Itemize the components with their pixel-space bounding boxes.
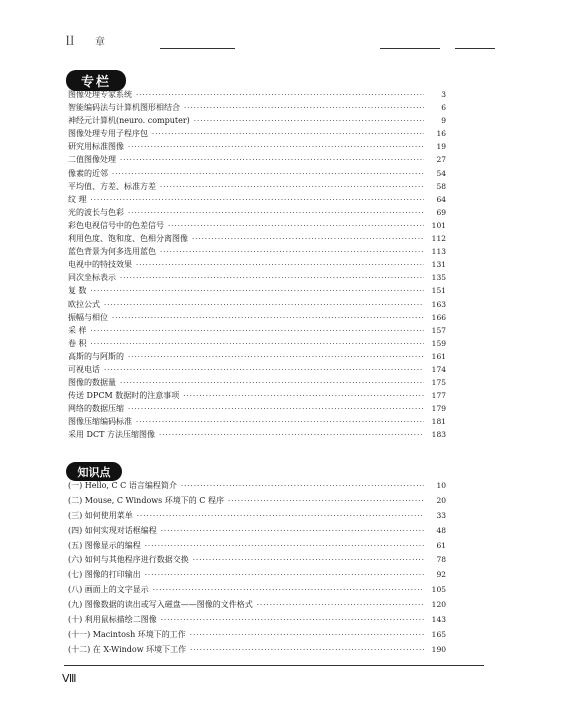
toc-entry-page: 19 — [436, 142, 446, 152]
toc-entry-title: 二值图像处理 — [68, 155, 116, 165]
toc-entry-title: 网络的数据压缩 — [68, 404, 124, 414]
toc-entry-page: 183 — [431, 430, 446, 440]
toc-dot-leader — [152, 128, 424, 140]
toc-entry-title: 传送 DPCM 数据时的注意事项 — [68, 391, 180, 401]
toc-dot-leader — [120, 272, 424, 284]
header-mark: ∐ — [66, 35, 74, 46]
toc-dot-leader — [181, 479, 424, 494]
toc-entry-title: (六) 如何与其他程序进行数据交换 — [68, 555, 189, 565]
toc-knowledge-list — [68, 479, 446, 658]
toc-entry[interactable] — [68, 494, 446, 509]
toc-dot-leader — [160, 181, 424, 193]
toc-entry-page: 105 — [431, 585, 446, 595]
toc-entry-page: 135 — [431, 273, 446, 283]
toc-entry[interactable] — [68, 298, 446, 311]
toc-entry-title: 同次坐标表示 — [68, 273, 116, 283]
toc-entry-page: 3 — [441, 90, 446, 99]
toc-entry-page: 20 — [436, 495, 446, 505]
toc-entry[interactable] — [68, 219, 446, 232]
toc-entry-title: 纹 理 — [68, 194, 87, 204]
toc-entry[interactable] — [68, 428, 446, 441]
toc-specials-list — [68, 88, 446, 442]
toc-entry-page: 61 — [436, 540, 446, 550]
toc-dot-leader — [161, 613, 424, 628]
page-number: Ⅷ — [62, 672, 77, 685]
toc-entry-title: 平均值、方差、标准方差 — [68, 181, 156, 191]
toc-dot-leader — [120, 377, 424, 389]
toc-entry-page: 120 — [431, 600, 446, 610]
toc-entry-page: 6 — [441, 103, 446, 113]
toc-dot-leader — [194, 115, 424, 127]
toc-entry-page: 179 — [431, 404, 446, 414]
toc-entry-title: (八) 画面上的文字显示 — [68, 585, 149, 595]
toc-entry-page: 157 — [431, 325, 446, 335]
toc-dot-leader — [145, 539, 424, 554]
toc-entry-title: (五) 图像显示的编程 — [68, 540, 141, 550]
toc-dot-leader — [190, 643, 424, 658]
toc-dot-leader — [190, 628, 424, 643]
toc-entry[interactable] — [68, 598, 446, 613]
toc-dot-leader — [161, 524, 424, 539]
toc-entry-title: (七) 图像的打印输出 — [68, 570, 141, 580]
toc-entry[interactable] — [68, 479, 446, 494]
toc-dot-leader — [91, 285, 424, 297]
toc-entry[interactable] — [68, 311, 446, 324]
toc-dot-leader — [145, 568, 424, 583]
toc-entry-title: 采用 DCT 方法压缩图像 — [68, 430, 155, 440]
toc-dot-leader — [183, 390, 424, 402]
toc-entry[interactable] — [68, 101, 446, 114]
toc-entry-title: (十) 利用鼠标描绘二图像 — [68, 615, 157, 625]
toc-entry[interactable] — [68, 284, 446, 297]
toc-entry-page: 48 — [436, 525, 446, 535]
toc-entry-page: 10 — [436, 481, 446, 490]
toc-entry[interactable] — [68, 206, 446, 219]
toc-entry[interactable] — [68, 258, 446, 271]
toc-entry-page: 58 — [436, 181, 446, 191]
toc-entry[interactable] — [68, 524, 446, 539]
toc-entry-page: 163 — [431, 299, 446, 309]
toc-entry[interactable] — [68, 553, 446, 568]
toc-entry[interactable] — [68, 114, 446, 127]
toc-entry[interactable] — [68, 363, 446, 376]
toc-entry-title: 彩色电视信号中的色差信号 — [68, 220, 164, 230]
section-title-specials: 专栏 — [66, 70, 126, 91]
toc-entry[interactable] — [68, 140, 446, 153]
toc-entry-title: 图像处理专用子程序包 — [68, 129, 148, 139]
toc-dot-leader — [112, 168, 424, 180]
toc-entry[interactable] — [68, 167, 446, 180]
toc-entry-title: (二) Mouse, C Windows 环境下的 C 程序 — [68, 495, 224, 505]
toc-entry-title: (十一) Macintosh 环境下的工作 — [68, 629, 186, 639]
toc-entry-title: 卷 积 — [68, 338, 87, 348]
toc-entry[interactable] — [68, 628, 446, 643]
toc-entry-page: 27 — [436, 155, 446, 165]
header-rule — [160, 48, 235, 49]
toc-dot-leader — [104, 364, 424, 376]
toc-dot-leader — [112, 312, 424, 324]
toc-entry-page: 151 — [431, 286, 446, 296]
toc-dot-leader — [128, 141, 424, 153]
toc-dot-leader — [104, 299, 424, 311]
header-chapter-mark: 章 — [95, 37, 105, 48]
toc-entry-page: 33 — [436, 510, 446, 520]
toc-entry[interactable] — [68, 88, 446, 101]
toc-entry-page: 113 — [431, 247, 446, 257]
toc-entry-page: 131 — [431, 260, 446, 270]
toc-entry-page: 165 — [431, 629, 446, 639]
toc-entry-page: 166 — [431, 312, 446, 322]
section-title-knowledge: 知识点 — [66, 462, 122, 481]
toc-dot-leader — [136, 259, 424, 271]
toc-entry-title: 欧拉公式 — [68, 299, 100, 309]
toc-entry-page: 92 — [436, 570, 446, 580]
toc-entry[interactable] — [68, 376, 446, 389]
toc-entry-page: 69 — [436, 207, 446, 217]
toc-dot-leader — [136, 416, 424, 428]
toc-dot-leader — [160, 246, 424, 258]
toc-entry-page: 190 — [431, 644, 446, 654]
toc-entry-title: (四) 如何实现对话框编程 — [68, 525, 157, 535]
toc-entry-page: 54 — [436, 168, 446, 178]
toc-entry-page: 112 — [431, 234, 446, 244]
toc-entry-title: 神经元计算机(neuro. computer) — [68, 116, 190, 126]
toc-entry-page: 159 — [431, 338, 446, 348]
toc-entry[interactable] — [68, 568, 446, 583]
toc-dot-leader — [192, 233, 424, 245]
toc-entry-title: 智能编码法与计算机图形相结合 — [68, 103, 180, 113]
toc-dot-leader — [137, 509, 424, 524]
toc-entry-page: 9 — [441, 116, 446, 126]
toc-entry[interactable] — [68, 127, 446, 140]
toc-entry[interactable] — [68, 337, 446, 350]
toc-entry-title: 可视电话 — [68, 364, 100, 374]
toc-entry-page: 101 — [431, 220, 446, 230]
toc-entry-title: 高斯的与阿斯的 — [68, 351, 124, 361]
toc-entry-title: 采 样 — [68, 325, 87, 335]
toc-dot-leader — [193, 553, 424, 568]
toc-entry-page: 177 — [431, 391, 446, 401]
toc-entry[interactable] — [68, 389, 446, 402]
toc-entry-title: (九) 图像数据的读出或写入磁盘——图像的文件格式 — [68, 600, 253, 610]
toc-entry-page: 174 — [431, 364, 446, 374]
toc-entry-page: 181 — [431, 417, 446, 427]
toc-dot-leader — [257, 598, 424, 613]
toc-entry-page: 143 — [431, 615, 446, 625]
toc-entry-title: 振幅与相位 — [68, 312, 108, 322]
toc-entry-title: 利用色度、饱和度、色相分离图像 — [68, 234, 188, 244]
toc-entry[interactable] — [68, 643, 446, 658]
toc-entry-page: 161 — [431, 351, 446, 361]
toc-dot-leader — [91, 338, 424, 350]
toc-entry[interactable] — [68, 153, 446, 166]
header-rule — [455, 48, 495, 49]
toc-entry-page: 175 — [431, 378, 446, 388]
toc-entry[interactable] — [68, 324, 446, 337]
toc-entry[interactable] — [68, 232, 446, 245]
toc-entry-title: 像素的近邻 — [68, 168, 108, 178]
toc-entry[interactable] — [68, 245, 446, 258]
toc-dot-leader — [128, 207, 424, 219]
toc-entry[interactable] — [68, 193, 446, 206]
toc-entry[interactable] — [68, 583, 446, 598]
toc-dot-leader — [159, 429, 424, 441]
toc-entry-page: 64 — [436, 194, 446, 204]
toc-entry[interactable] — [68, 402, 446, 415]
toc-entry-title: 图像压缩编码标准 — [68, 417, 132, 427]
toc-entry-title: 蓝色背景为何多选用蓝色 — [68, 247, 156, 257]
toc-entry[interactable] — [68, 509, 446, 524]
toc-dot-leader — [128, 403, 424, 415]
toc-dot-leader — [228, 494, 424, 509]
toc-entry[interactable] — [68, 350, 446, 363]
toc-entry[interactable] — [68, 271, 446, 284]
toc-entry-title: (一) Hello, C C 语言编程简介 — [68, 481, 177, 490]
toc-entry[interactable] — [68, 613, 446, 628]
toc-dot-leader — [136, 89, 424, 101]
toc-entry-page: 16 — [436, 129, 446, 139]
toc-entry-title: 图像的数据量 — [68, 378, 116, 388]
footer-rule — [64, 665, 484, 666]
toc-entry[interactable] — [68, 539, 446, 554]
toc-entry-title: 光的波长与色彩 — [68, 207, 124, 217]
toc-entry-title: 复 数 — [68, 286, 87, 296]
header-rule — [380, 48, 440, 49]
toc-entry[interactable] — [68, 180, 446, 193]
toc-dot-leader — [91, 194, 424, 206]
toc-dot-leader — [153, 583, 424, 598]
toc-dot-leader — [168, 220, 424, 232]
toc-dot-leader — [128, 351, 424, 363]
toc-dot-leader — [91, 325, 424, 337]
toc-entry-title: (十二) 在 X-Window 环境下工作 — [68, 644, 187, 654]
toc-entry-title: (三) 如何使用菜单 — [68, 510, 133, 520]
toc-dot-leader — [120, 154, 424, 166]
toc-entry-title: 电视中的特技效果 — [68, 260, 132, 270]
toc-dot-leader — [184, 102, 424, 114]
toc-entry-title: 研究用标准图像 — [68, 142, 124, 152]
toc-entry-page: 78 — [436, 555, 446, 565]
toc-entry[interactable] — [68, 415, 446, 428]
toc-entry-title: 图像处理专家系统 — [68, 90, 132, 99]
